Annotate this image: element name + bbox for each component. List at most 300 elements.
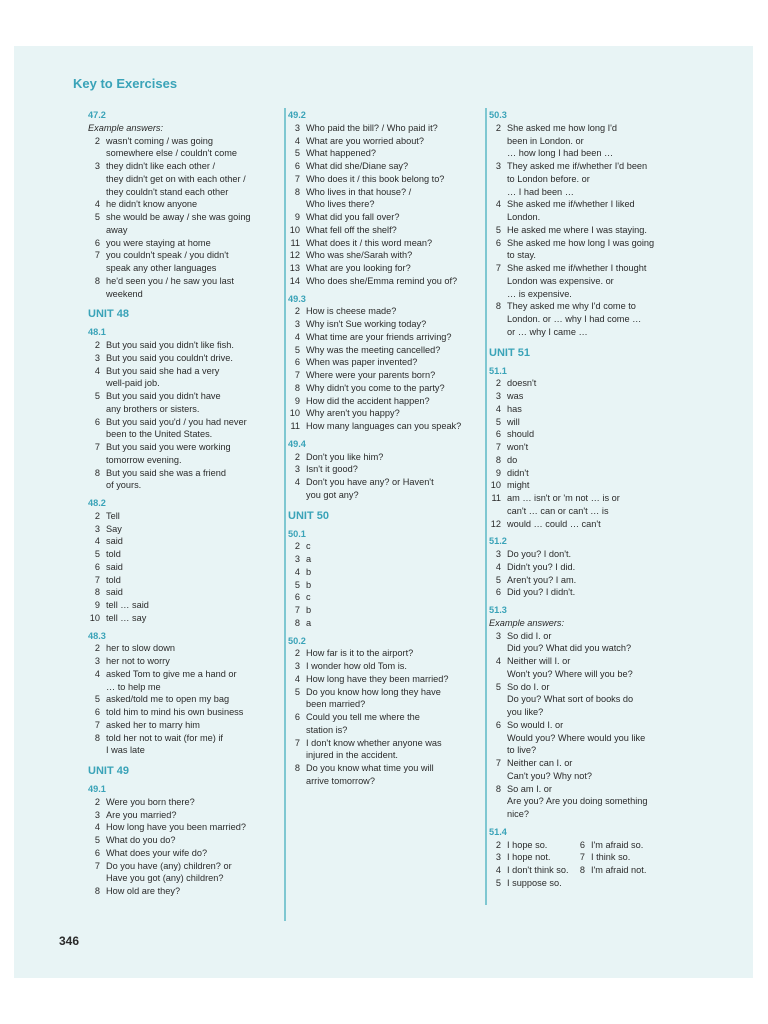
answer-number: 3 — [294, 122, 300, 133]
answer-number: 5 — [495, 574, 501, 585]
answer-line — [288, 318, 478, 331]
answer-text: … how long I had been … — [507, 148, 614, 159]
answer-line — [88, 403, 280, 416]
answer-number — [489, 173, 501, 186]
answer-number — [489, 275, 501, 288]
exercise-block — [288, 109, 478, 288]
answer-text: Did you? What did you watch? — [507, 643, 632, 654]
answer-text: won't — [507, 442, 529, 452]
answer-line — [288, 224, 478, 237]
answer-text: London. or … why I had come … — [507, 314, 642, 324]
answer-text: She asked me if/whether I thought — [507, 263, 647, 273]
answer-number: 6 — [294, 357, 300, 368]
answer-number: 3 — [495, 630, 501, 641]
answer-line — [489, 326, 689, 339]
answer-text: How is cheese made? — [306, 306, 397, 317]
answer-text: I'm afraid so. — [591, 839, 644, 850]
answer-text: told — [106, 549, 121, 559]
answer-text: didn't — [507, 467, 529, 478]
answer-number — [489, 211, 501, 224]
answer-line — [489, 262, 689, 275]
answer-text: She asked me if/whether I liked — [507, 199, 635, 210]
answer-text: I don't know whether anyone was — [306, 737, 442, 748]
answer-number: 8 — [495, 783, 501, 794]
answer-line — [88, 390, 280, 403]
answer-line — [88, 160, 280, 173]
answer-number — [288, 698, 300, 711]
answer-number: 2 — [94, 510, 100, 521]
page-heading: Key to Exercises — [73, 76, 178, 91]
answer-line — [88, 574, 280, 587]
answer-text: told him to mind his own business — [106, 707, 244, 717]
answer-line — [489, 224, 689, 237]
answer-text: you couldn't speak / you didn't — [106, 250, 229, 261]
answer-text: you like? — [507, 707, 544, 717]
answer-number — [489, 186, 501, 199]
answer-text: b — [306, 566, 312, 577]
answer-line — [489, 561, 689, 574]
answer-number: 2 — [495, 839, 501, 850]
answer-line — [88, 147, 280, 160]
answer-line — [288, 198, 478, 211]
answer-number: 7 — [495, 263, 501, 273]
answer-text: said — [106, 587, 123, 598]
answer-number: 6 — [94, 237, 100, 248]
answer-line — [88, 198, 280, 211]
answer-line — [88, 612, 280, 625]
answer-number — [88, 454, 100, 467]
answer-text: nice? — [507, 809, 529, 819]
answer-number: 3 — [94, 656, 100, 666]
answer-number — [489, 732, 501, 745]
answer-line — [489, 454, 689, 467]
answer-line — [88, 732, 280, 745]
answer-number — [489, 135, 501, 148]
answer-text: asked/told me to open my bag — [106, 694, 230, 705]
answer-text: What did you fall over? — [306, 212, 400, 222]
exercise-number: 50.3 — [489, 110, 507, 120]
answer-text: So am I. or — [507, 783, 552, 794]
exercise-block — [288, 293, 478, 433]
answer-text: her not to worry — [106, 656, 170, 666]
answer-line — [489, 135, 689, 148]
unit-heading: UNIT 50 — [288, 509, 329, 522]
answer-number: 7 — [495, 442, 501, 452]
answer-text: Did you? I didn't. — [507, 587, 576, 598]
answer-text: Who was she/Sarah with? — [306, 250, 413, 261]
answer-line — [489, 173, 689, 186]
answer-number: 6 — [294, 161, 300, 171]
exercise-number: 48.1 — [88, 327, 106, 338]
answer-text: station is? — [306, 724, 348, 735]
answer-line — [88, 668, 280, 681]
answer-line — [288, 420, 478, 433]
answer-text: he didn't know anyone — [106, 199, 198, 210]
answer-text: tell … say — [106, 612, 147, 623]
answer-number — [288, 489, 300, 502]
answer-number: 3 — [94, 809, 100, 820]
answer-number: 8 — [94, 467, 100, 478]
answer-number: 6 — [495, 587, 501, 598]
answer-text: So do I. or — [507, 681, 550, 692]
answer-text: well-paid job. — [106, 378, 160, 389]
answer-number: 4 — [294, 135, 300, 146]
answer-text: … to help me — [106, 681, 161, 692]
answer-text: Do you? What sort of books do — [507, 694, 634, 705]
answer-text: Who paid the bill? / Who paid it? — [306, 122, 438, 133]
answer-text: Why aren't you happy? — [306, 408, 400, 419]
answer-line — [489, 681, 689, 694]
exercise-block — [88, 109, 280, 300]
answer-number: 4 — [495, 403, 501, 414]
answer-text: Who does it / this book belong to? — [306, 173, 445, 184]
answer-text: She asked me how long I'd — [507, 122, 618, 133]
answer-line — [489, 706, 689, 719]
exercise-block — [88, 497, 280, 625]
answer-number — [489, 147, 501, 160]
answer-line — [489, 732, 689, 745]
answer-text: said — [106, 536, 123, 547]
exercise-number: 49.1 — [88, 784, 106, 794]
answer-text: away — [106, 224, 128, 235]
answer-number: 3 — [495, 391, 501, 401]
answer-line — [288, 211, 478, 224]
answer-line — [88, 135, 280, 148]
exercise-number: 49.2 — [288, 110, 306, 120]
answer-line — [288, 724, 478, 737]
exercise-number: 47.2 — [88, 110, 106, 120]
answer-text: of yours. — [106, 480, 142, 491]
unit-heading: UNIT 48 — [88, 308, 129, 321]
answer-number: 3 — [495, 549, 501, 559]
answer-number: 6 — [294, 592, 300, 603]
answer-line — [288, 249, 478, 262]
answer-number: 9 — [294, 212, 300, 222]
answer-line — [489, 249, 689, 262]
answer-line — [489, 795, 689, 808]
answer-text: What are you worried about? — [306, 135, 424, 146]
answer-text: her to slow down — [106, 643, 175, 654]
answer-line — [288, 617, 478, 630]
answer-line — [88, 561, 280, 574]
answer-text: Aren't you? I am. — [507, 574, 577, 585]
answer-number: 6 — [94, 847, 100, 858]
answer-number: 7 — [94, 719, 100, 730]
answer-number: 12 — [289, 250, 300, 261]
answer-text: Don't you like him? — [306, 451, 384, 462]
answer-number: 8 — [94, 275, 100, 286]
answer-line — [88, 655, 280, 668]
column-divider — [485, 108, 487, 905]
answer-text: But you said you were working — [106, 442, 231, 452]
answer-text: I was late — [106, 745, 145, 756]
answer-text: been in London. or — [507, 135, 584, 146]
answer-line — [489, 839, 689, 852]
answer-text: b — [306, 579, 312, 590]
answer-number: 13 — [289, 263, 300, 273]
answer-number: 2 — [294, 306, 300, 317]
answer-text: But you said you'd / you had never — [106, 416, 247, 427]
answer-number: 4 — [94, 668, 100, 679]
answer-line — [489, 744, 689, 757]
answer-line — [288, 647, 478, 660]
answer-text: asked Tom to give me a hand or — [106, 668, 237, 679]
answer-text: How far is it to the airport? — [306, 648, 414, 659]
answer-number — [88, 377, 100, 390]
answer-number: 8 — [495, 301, 501, 312]
answer-number: 4 — [294, 477, 300, 487]
answer-text: I don't think so. — [507, 865, 569, 875]
answer-number: 7 — [579, 852, 585, 863]
answer-text: How long have you been married? — [106, 822, 246, 833]
exercise-number: 49.4 — [288, 438, 306, 449]
answer-number: 6 — [495, 719, 501, 730]
answer-line — [288, 604, 478, 617]
exercise-block — [288, 635, 478, 788]
answer-line — [88, 211, 280, 224]
answer-text: a — [306, 617, 312, 628]
answer-line — [288, 737, 478, 750]
answer-text: or … why I came … — [507, 326, 588, 337]
answer-number: 9 — [495, 467, 501, 478]
answer-line — [489, 377, 689, 390]
answer-text: will — [507, 416, 520, 427]
answer-number: 4 — [94, 365, 100, 376]
answer-text: they couldn't stand each other — [106, 186, 229, 197]
answer-text: asked her to marry him — [106, 719, 200, 730]
answer-line — [88, 352, 280, 365]
answer-text: What fell off the shelf? — [306, 224, 397, 235]
answer-text: She asked me how long I was going — [507, 237, 655, 248]
page-number: 346 — [59, 934, 80, 948]
exercise-block — [489, 604, 689, 821]
answer-line — [288, 186, 478, 199]
answer-text: Where were your parents born? — [306, 370, 436, 380]
answer-number: 7 — [94, 442, 100, 452]
answer-line — [489, 186, 689, 199]
answer-text: Could you tell me where the — [306, 712, 420, 722]
answer-number — [88, 681, 100, 694]
answer-text: … is expensive. — [507, 288, 572, 299]
answer-text: speak any other languages — [106, 263, 217, 273]
answer-number: 9 — [294, 395, 300, 406]
answer-number: 7 — [94, 574, 100, 585]
answer-text: How did the accident happen? — [306, 395, 430, 406]
answer-line — [489, 783, 689, 796]
answer-line — [288, 173, 478, 186]
answer-text: do — [507, 454, 518, 465]
answer-line — [88, 535, 280, 548]
answer-line — [489, 808, 689, 821]
answer-number: 2 — [94, 643, 100, 654]
answer-number — [88, 403, 100, 416]
answer-number — [88, 262, 100, 275]
answer-line — [88, 809, 280, 822]
exercise-number: 51.2 — [489, 536, 507, 547]
answer-line — [489, 390, 689, 403]
answer-text: somewhere else / couldn't come — [106, 148, 237, 159]
answer-line — [489, 313, 689, 326]
answer-text: Didn't you? I did. — [507, 561, 576, 572]
answer-number: 2 — [294, 541, 300, 552]
answer-text: But you said she had a very — [106, 365, 220, 376]
answer-text: How long have they been married? — [306, 673, 449, 684]
exercise-number: 48.3 — [88, 630, 106, 641]
answer-number: 2 — [294, 451, 300, 462]
answer-line — [88, 510, 280, 523]
answer-line — [288, 407, 478, 420]
answer-line — [88, 224, 280, 237]
answer-text: been married? — [306, 699, 366, 710]
answer-text: So would I. or — [507, 719, 564, 730]
answer-line — [489, 300, 689, 313]
answer-number: 7 — [294, 737, 300, 748]
answer-text: I think so. — [591, 852, 631, 863]
answer-line — [88, 173, 280, 186]
answer-line — [288, 237, 478, 250]
answer-number: 5 — [495, 877, 501, 888]
answer-number: 5 — [495, 416, 501, 427]
answer-number: 5 — [94, 549, 100, 559]
answer-line — [489, 770, 689, 783]
answer-number: 3 — [495, 852, 501, 863]
answer-number: 7 — [94, 250, 100, 261]
answer-text: they didn't like each other / — [106, 161, 216, 171]
answer-number — [489, 668, 501, 681]
answer-line — [88, 365, 280, 378]
answer-number: 4 — [294, 331, 300, 342]
answer-text: Do you know what time you will — [306, 763, 434, 773]
answer-line — [288, 135, 478, 148]
exercise-number: 51.4 — [489, 826, 507, 837]
answer-number: 6 — [94, 416, 100, 427]
answer-number — [489, 808, 501, 821]
answer-line — [88, 872, 280, 885]
answer-text: What does it / this word mean? — [306, 237, 433, 248]
answer-line — [288, 463, 478, 476]
answer-text: I wonder how old Tom is. — [306, 661, 407, 671]
answer-text: I hope not. — [507, 852, 551, 863]
answer-text: What do you do? — [106, 835, 176, 845]
unit-heading: UNIT 51 — [489, 346, 530, 359]
answer-text: he'd seen you / he saw you last — [106, 275, 234, 286]
answer-text: been to the United States. — [106, 429, 213, 440]
answer-line — [288, 775, 478, 788]
answer-number: 11 — [491, 493, 501, 503]
answer-number: 6 — [294, 712, 300, 722]
exercise-block — [288, 438, 478, 502]
answer-number — [288, 775, 300, 788]
answer-number — [489, 770, 501, 783]
answer-line — [288, 579, 478, 592]
answer-line — [88, 428, 280, 441]
answer-text: would … could … can't — [507, 518, 601, 529]
answer-line — [288, 711, 478, 724]
answer-text: What does your wife do? — [106, 847, 208, 858]
answer-text: to London before. or — [507, 173, 590, 184]
answer-number: 7 — [294, 605, 300, 615]
exercise-block — [489, 109, 689, 339]
answer-text: she would be away / she was going — [106, 212, 251, 222]
answer-text: But you said you didn't like fish. — [106, 340, 234, 350]
answer-text: Why isn't Sue working today? — [306, 319, 427, 329]
answer-number: 10 — [490, 480, 501, 491]
answer-text: am … isn't or 'm not … is or — [507, 493, 620, 503]
answer-text: Tell — [106, 510, 120, 521]
answer-text: Who lives there? — [306, 199, 375, 210]
answer-line — [489, 441, 689, 454]
answer-text: to live? — [507, 745, 537, 756]
answer-line — [489, 630, 689, 643]
answer-text: But you said you didn't have — [106, 391, 221, 401]
answer-line — [88, 719, 280, 732]
answer-text: they didn't get on with each other / — [106, 173, 246, 184]
answer-line — [489, 288, 689, 301]
answer-text: But you said you couldn't drive. — [106, 352, 233, 363]
answer-line — [288, 489, 478, 502]
answer-number: 6 — [495, 237, 501, 248]
answer-text: How many languages can you speak? — [306, 421, 462, 431]
answer-text: Were you born there? — [106, 796, 195, 807]
answer-line — [489, 147, 689, 160]
answer-text: Do you have (any) children? or — [106, 860, 232, 871]
answer-number — [489, 288, 501, 301]
answer-number: 5 — [294, 686, 300, 697]
answer-number: 2 — [94, 796, 100, 807]
answer-line — [88, 847, 280, 860]
answer-number: 5 — [495, 681, 501, 692]
answer-line — [288, 147, 478, 160]
answer-line — [489, 416, 689, 429]
answer-number: 3 — [294, 661, 300, 671]
answer-text: can't … can or can't … is — [507, 505, 609, 516]
answer-text: They asked me why I'd come to — [507, 301, 636, 312]
answer-line — [88, 586, 280, 599]
answer-line — [88, 288, 280, 301]
answer-text: Neither can I. or — [507, 758, 573, 768]
answer-line — [288, 160, 478, 173]
answer-number — [88, 186, 100, 199]
answer-number — [489, 642, 501, 655]
column-3 — [489, 109, 689, 890]
answer-line — [489, 877, 689, 890]
answer-number: 10 — [289, 408, 300, 419]
answer-line — [288, 275, 478, 288]
answer-number — [88, 288, 100, 301]
answer-text: c — [306, 541, 311, 552]
answer-line — [288, 540, 478, 553]
answer-line — [489, 211, 689, 224]
answer-line — [288, 698, 478, 711]
answer-text: I hope so. — [507, 839, 548, 850]
answer-line — [288, 344, 478, 357]
answer-text: injured in the accident. — [306, 750, 398, 761]
answer-line — [88, 262, 280, 275]
answer-line — [88, 523, 280, 536]
answer-number: 14 — [289, 275, 300, 286]
answer-line — [489, 275, 689, 288]
answer-text: Who lives in that house? / — [306, 186, 412, 197]
answer-text: Have you got (any) children? — [106, 873, 224, 884]
answer-number: 5 — [294, 344, 300, 355]
answer-text: any brothers or sisters. — [106, 403, 200, 414]
answer-text: Isn't it good? — [306, 464, 358, 475]
answer-line — [489, 492, 689, 505]
answer-number: 5 — [94, 212, 100, 222]
answer-line — [88, 681, 280, 694]
answer-number: 6 — [495, 429, 501, 440]
answer-number — [88, 479, 100, 492]
